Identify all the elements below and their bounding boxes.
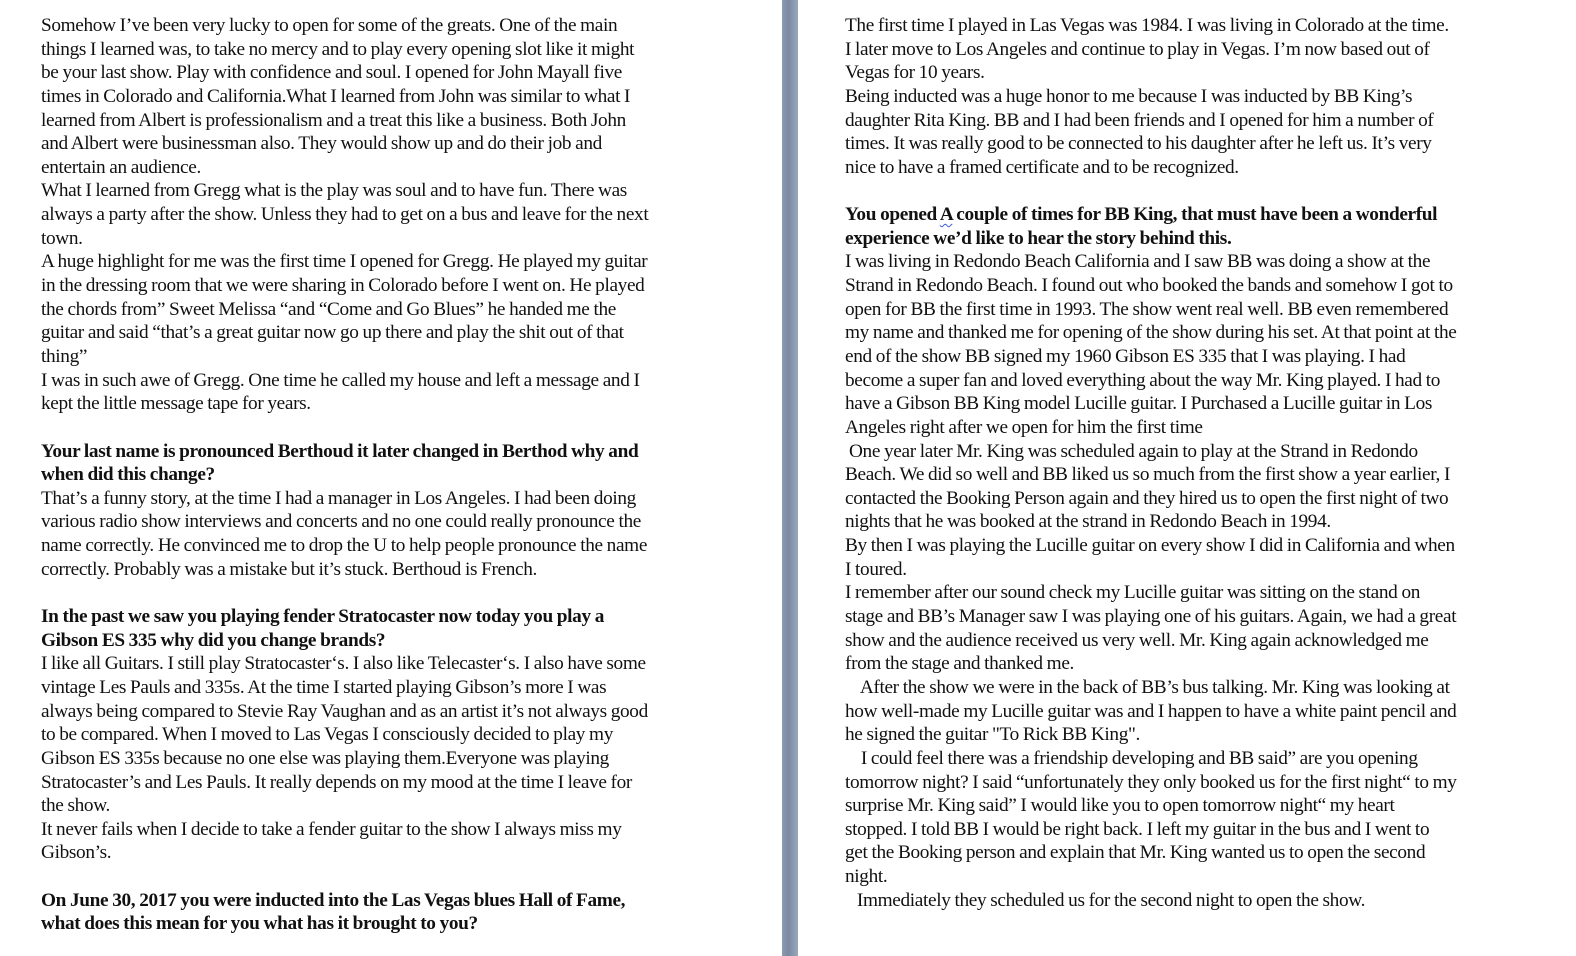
text-line: always being compared to Stevie Ray Vaughan and as an artist it’s not always good: [41, 700, 648, 722]
question-rest: couple of times for BB King, that must have been a wonderful: [952, 204, 1438, 226]
paragraph-bus: [845, 676, 1545, 747]
blank-line: [41, 416, 741, 440]
text-line: vintage Les Pauls and 335s. At the time I started playing Gibson’s more I was: [41, 676, 607, 698]
question-line: when did this change?: [41, 464, 215, 486]
right-page: [798, 0, 1576, 956]
text-line: to be compared. When I moved to Las Vegas I consciously decided to play my: [41, 724, 613, 746]
text-line: Immediately they scheduled us for the second night to open the show.: [845, 889, 1366, 911]
text-line: stopped. I told BB I would be right back. I left my guitar in the bus and I went to: [845, 818, 1430, 840]
text-line: I like all Guitars. I still play Stratocaster‘s. I also like Telecaster‘s. I also have some: [41, 653, 646, 675]
text-line: By then I was playing the Lucille guitar on every show I did in California and when: [845, 535, 1455, 557]
text-line: nice to have a framed certificate and to be recognized.: [845, 156, 1239, 178]
answer-brands: [41, 652, 741, 817]
text-line: The first time I played in Las Vegas was 1984. I was living in Colorado at the time.: [845, 15, 1449, 36]
text-line: show and the audience received us very well. Mr. King again acknowledged me: [845, 629, 1429, 651]
paragraph-lucille: [845, 534, 1545, 581]
left-page: [0, 0, 782, 956]
text-line: night.: [845, 866, 888, 888]
text-line: kept the little message tape for years.: [41, 393, 311, 415]
text-line: thing”: [41, 345, 88, 367]
text-line: Gibson’s.: [41, 842, 112, 864]
answer-brands-fender: [41, 818, 741, 865]
question-line: what does this mean for you what has it brought to you?: [41, 913, 478, 935]
paragraph-redondo-1993: [845, 250, 1545, 439]
paragraph-second-night: [845, 889, 1545, 913]
text-line: That’s a funny story, at the time I had a manager in Los Angeles. I had been doing: [41, 487, 636, 509]
blank-line: [41, 581, 741, 605]
question-line: Gibson ES 335 why did you change brands?: [41, 629, 386, 651]
text-line: he signed the guitar "To Rick BB King".: [845, 724, 1140, 746]
paragraph-redondo-1994: [845, 440, 1545, 535]
text-line: Gibson ES 335s because no one else was playing them.Everyone was playing: [41, 747, 609, 769]
text-line: Somehow I’ve been very lucky to open for some of the greats. One of the main: [41, 15, 618, 36]
paragraph-gregg-party: [41, 179, 741, 250]
paragraph-gregg-awe: [41, 369, 741, 416]
question-line: On June 30, 2017 you were inducted into the Las Vegas blues Hall of Fame,: [41, 889, 626, 911]
text-line: I remember after our sound check my Lucille guitar was sitting on the stand on: [845, 582, 1421, 604]
text-line: name correctly. He convinced me to drop the U to help people pronounce the name: [41, 535, 648, 557]
text-line: and Albert were businessman also. They would show up and do their job and: [41, 133, 602, 155]
text-line: Strand in Redondo Beach. I found out who booked the bands and somehow I got to: [845, 275, 1453, 297]
text-line: always a party after the show. Unless they had to get on a bus and leave for the next: [41, 204, 649, 226]
text-line: times. It was really good to be connected to his daughter after he left us. It’s very: [845, 133, 1432, 155]
text-line: in the dressing room that we were sharing in Colorado before I went on. He played: [41, 275, 645, 297]
question-line: In the past we saw you playing fender Stratocaster now today you play a: [41, 606, 605, 628]
text-line: various radio show interviews and concerts and no one could really pronounce the: [41, 511, 641, 533]
question-bb-king: [845, 203, 1545, 250]
text-line: get the Booking person and explain that Mr. King wanted us to open the second: [845, 842, 1426, 864]
question-line: Your last name is pronounced Berthoud it later changed in Berthod why and: [41, 440, 639, 462]
text-line: I could feel there was a friendship developing and BB said” are you opening: [845, 747, 1418, 769]
text-line: have a Gibson BB King model Lucille guitar. I Purchased a Lucille guitar in Los: [845, 393, 1433, 415]
text-line: Beach. We did so well and BB liked us so much from the first show a year earlier, I: [845, 464, 1451, 486]
text-line: from the stage and thanked me.: [845, 653, 1075, 675]
text-line: how well-made my Lucille guitar was and I happen to have a white paint pencil and: [845, 700, 1457, 722]
question-line: [845, 203, 1545, 227]
text-line: guitar and said “that’s a great guitar now go up there and play the shit out of that: [41, 322, 624, 344]
text-line: be your last show. Play with confidence and soul. I opened for John Mayall five: [41, 62, 622, 84]
grammar-flag[interactable]: A: [939, 204, 953, 226]
text-line: nights that he was booked at the strand in Redondo Beach in 1994.: [845, 511, 1331, 533]
text-line: entertain an audience.: [41, 156, 201, 178]
text-line: daughter Rita King. BB and I had been friends and I opened for him a number of: [845, 109, 1434, 131]
text-line: One year later Mr. King was scheduled again to play at the Strand in Redondo: [845, 440, 1418, 462]
paragraph-sound-check: [845, 581, 1545, 676]
text-line: the show.: [41, 795, 111, 817]
text-line: tomorrow night? I said “unfortunately they only booked us for the first night“ to my: [845, 771, 1457, 793]
text-line: things I learned was, to take no mercy and to play every opening slot like it might: [41, 38, 635, 60]
text-line: I was living in Redondo Beach California and I saw BB was doing a show at the: [845, 251, 1431, 273]
text-line: I was in such awe of Gregg. One time he called my house and left a message and I: [41, 369, 640, 391]
text-line: times in Colorado and California.What I learned from John was similar to what I: [41, 85, 631, 107]
text-line: town.: [41, 227, 83, 249]
text-line: Vegas for 10 years.: [845, 62, 985, 84]
text-line: end of the show BB signed my 1960 Gibson ES 335 that I was playing. I had: [845, 345, 1406, 367]
text-line: A huge highlight for me was the first time I opened for Gregg. He played my guitar: [41, 251, 648, 273]
text-line: learned from Albert is professionalism and a treat this like a business. Both John: [41, 109, 626, 131]
question-last-name: [41, 440, 741, 487]
text-line: I later move to Los Angeles and continue to play in Vegas. I’m now based out of: [845, 38, 1430, 60]
text-line: correctly. Probably was a mistake but it’s stuck. Berthoud is French.: [41, 558, 537, 580]
left-page-text: [41, 14, 741, 936]
paragraph-friendship: [845, 747, 1545, 889]
right-page-text: [845, 14, 1545, 912]
question-line: experience we’d like to hear the story behind this.: [845, 227, 1232, 249]
text-line: become a super fan and loved everything about the way Mr. King played. I had to: [845, 369, 1441, 391]
text-line: I toured.: [845, 558, 907, 580]
blank-line: [41, 865, 741, 889]
text-line: my name and thanked me for opening of the show during his set. At that point at the: [845, 322, 1457, 344]
text-line: stage and BB’s Manager saw I was playing one of his guitars. Again, we had a great: [845, 606, 1457, 628]
question-prefix: You opened: [845, 204, 940, 226]
text-line: What I learned from Gregg what is the play was soul and to have fun. There was: [41, 180, 627, 202]
question-hall-of-fame: [41, 889, 741, 936]
text-line: Angeles right after we open for him the first time: [845, 416, 1203, 438]
text-line: Being inducted was a huge honor to me because I was inducted by BB King’s: [845, 85, 1413, 107]
text-line: surprise Mr. King said” I would like you to open tomorrow night“ my heart: [845, 795, 1395, 817]
paragraph-openers: [41, 14, 741, 179]
blank-line: [845, 179, 1545, 203]
question-brands: [41, 605, 741, 652]
paragraph-inducted: [845, 85, 1545, 180]
text-line: the chords from” Sweet Melissa “and “Come and Go Blues” he handed me the: [41, 298, 616, 320]
text-line: After the show we were in the back of BB’s bus talking. Mr. King was looking at: [845, 676, 1450, 698]
answer-last-name: [41, 487, 741, 582]
text-line: contacted the Booking Person again and they hired us to open the first night of two: [845, 487, 1449, 509]
text-line: Stratocaster’s and Les Pauls. It really depends on my mood at the time I leave for: [41, 771, 632, 793]
text-line: open for BB the first time in 1993. The show went real well. BB even remembered: [845, 298, 1449, 320]
paragraph-gregg-highlight: [41, 250, 741, 368]
page-gutter: [782, 0, 798, 956]
paragraph-las-vegas: [845, 14, 1545, 85]
text-line: It never fails when I decide to take a fender guitar to the show I always miss my: [41, 818, 622, 840]
